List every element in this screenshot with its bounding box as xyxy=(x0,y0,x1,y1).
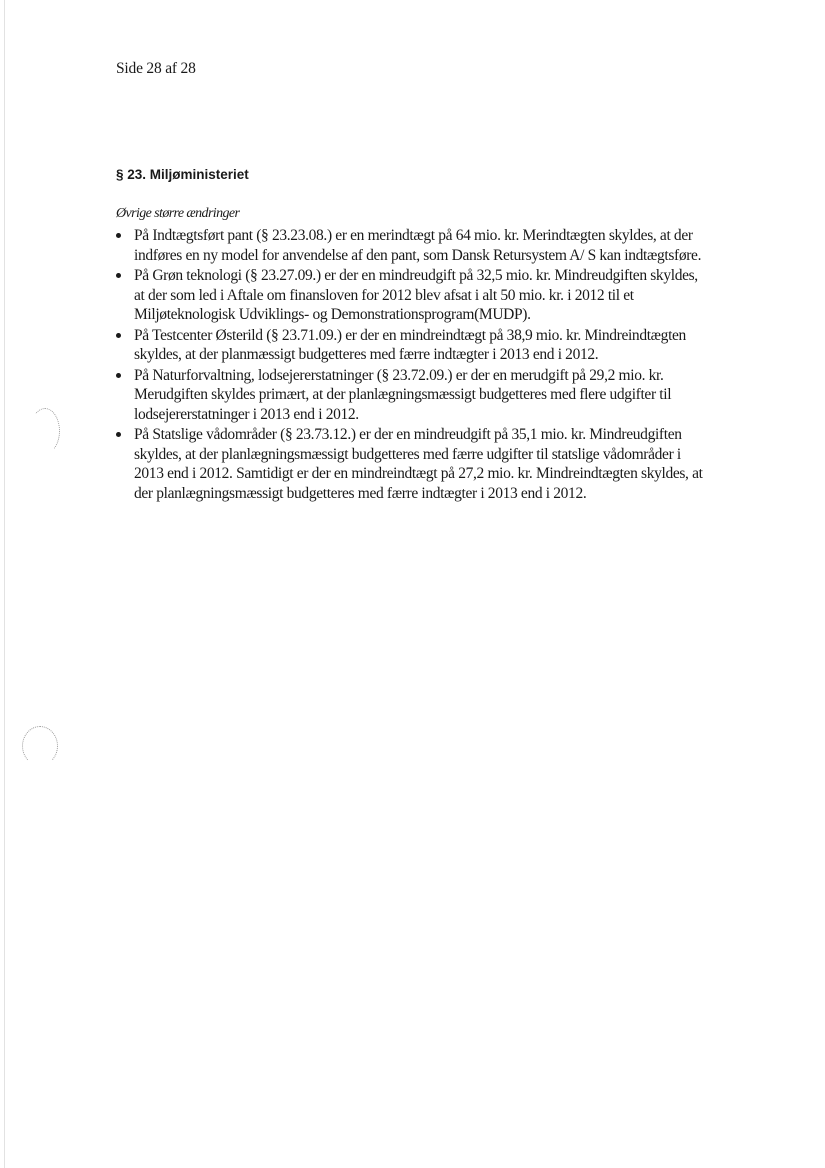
bullet-icon xyxy=(116,233,121,238)
scan-artifact xyxy=(30,408,60,454)
section-subheading: Øvrige større ændringer xyxy=(116,206,240,221)
scan-edge-line xyxy=(4,0,5,1168)
bullet-icon xyxy=(116,373,121,378)
list-item xyxy=(116,226,706,265)
bullet-icon xyxy=(116,432,121,437)
bullet-icon xyxy=(116,273,121,278)
list-item xyxy=(116,326,706,365)
list-item-text: På Indtægtsført pant (§ 23.23.08.) er en merindtægt på 64 mio. kr. Merindtægten skyldes, at der indføres en ny model for anvendelse af den pant, som Dansk Retursystem A/ S kan indtægtsføre. xyxy=(134,227,702,264)
bullet-list xyxy=(116,226,706,504)
list-item xyxy=(116,366,706,425)
scan-artifact xyxy=(22,726,58,766)
list-item xyxy=(116,425,706,503)
section-heading: § 23. Miljøministeriet xyxy=(116,167,249,182)
bullet-icon xyxy=(116,333,121,338)
list-item-text: På Grøn teknologi (§ 23.27.09.) er der en mindreudgift på 32,5 mio. kr. Mindreudgiften skyldes, at der som led i Aftale om finansloven for 2012 blev afsat i alt 50 mio. kr. i 2012 til et Miljøteknologisk Udviklings- og Demonstrationsprogram(MUDP). xyxy=(134,267,698,323)
list-item-text: På Naturforvaltning, lodsejererstatninger (§ 23.72.09.) er der en merudgift på 29,2 mio. kr. Merudgiften skyldes primært, at der planlægningsmæssigt budgetteres med flere udgifter til lodsejererstatninger i 2013 end i 2012. xyxy=(134,366,672,423)
list-item xyxy=(116,266,706,325)
page-number: Side 28 af 28 xyxy=(116,60,196,77)
list-item-text: På Testcenter Østerild (§ 23.71.09.) er der en mindreindtægt på 38,9 mio. kr. Mindreindtægten skyldes, at der planmæssigt budgetteres med færre indtægter i 2013 end i 2012. xyxy=(134,326,686,363)
list-item-text: På Statslige vådområder (§ 23.73.12.) er der en mindreudgift på 35,1 mio. kr. Mindreudgiften skyldes, at der planlægningsmæssigt budgetteres med færre udgifter til statslige vådområder i 2013 end i 2012. Samtidigt er der en mindreindtægt på 27,2 mio. kr. Mindreindtægten skyldes, at der planlægningsmæssigt budgetteres med færre indtægter i 2013 end i 2012. xyxy=(134,426,703,502)
